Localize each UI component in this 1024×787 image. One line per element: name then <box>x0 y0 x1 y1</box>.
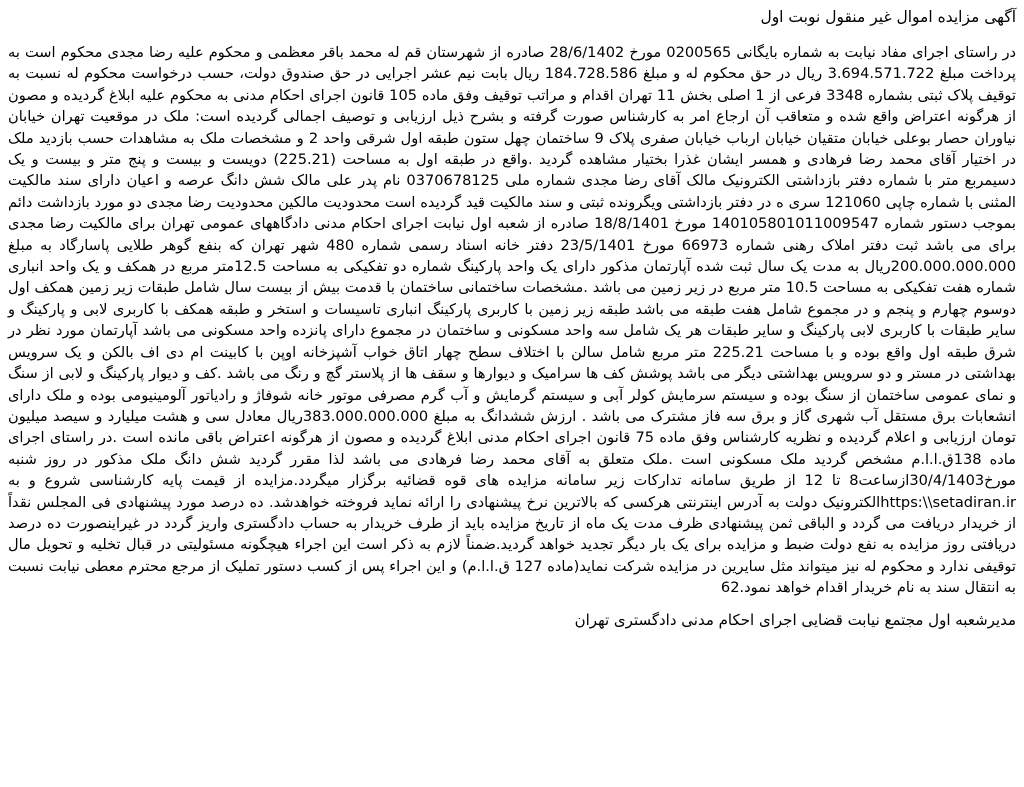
notice-body: در راستای اجرای مفاد نیابت به شماره بایگانی 0200565 مورخ 28/6/1402 صادره از شهرستان قم له محمد باقر معظمی و محکوم علیه رضا مجدی محکوم است به پرداخت مبلغ 3.694.571.722 ریال در حق محکوم له و مبلغ 184.728.586 ریال بابت نیم عشر اجرایی در حق صندوق دولت، حسب درخواست محکوم له نسبت به توقیف پلاک ثبتی بشماره 3348 فرعی از 1 اصلی بخش 11 تهران اقدام و مراتب توقیف وفق ماده 105 قانون اجرای احکام مدنی به محکوم علیه ابلاغ گردیده و مصون از هرگونه اعتراض واقع شده و متعاقب آن ارجاع امر به کارشناس صورت گرفته و بشرح ذیل ارزیابی و توصیف اجمالی گردیده است: ملک در موقعیت تهران خیابان نیاوران حصار بوعلی خیابان متقیان خیابان ارباب خیابان صفری پلاک 9 ساختمان چهل ستون طبقه اول شرقی واحد 2 و مشخصات ملک به مشاهدات حسب بازدید ملک در اختیار آقای محمد رضا فرهادی و همسر ایشان غذرا بختیار مشاهده گردید .واقع در طبقه اول به مساحت (225.21) دویست و بیست و پنج متر و بیست و یک دسیمربع متر با شماره دفتر بازداشتی الکترونیک مالک آقای رضا مجدی شماره ملی 0370678125 نام پدر علی مالک شش دانگ عرصه و اعیان دارای سند مالکیت المثنی با شماره چاپی 121060 سری ه در دفتر بازداشتی ویگرونده ثبتی و سند مالکیت قید گردیده است محدودیت مالکین محدودیت رضا مجدی دو مورد بازداشت دائم بموجب دستور شماره 140105801011009547 مورخ 18/8/1401 صادره از شعبه اول نیابت اجرای احکام مدنی دادگاههای عمومی تهران برای مالکیت رضا مجدی برای می باشد ثبت دفتر املاک رهنی شماره 66973 مورخ 23/5/1401 دفتر خانه اسناد رسمی شماره 480 شهر تهران که بنفع گوهر طلایی پاسارگاد به مبلغ 200.000.000.000ریال به مدت یک سال ثبت شده آپارتمان مذکور دارای یک واحد پارکینگ شماره دو تفکیکی به مساحت 12.5متر مربع در همکف و یک واحد انباری شماره هفت تفکیکی به مساحت 10.5 متر مربع در زیر زمین می باشد .مشخصات ساختمانی ساختمان با قدمت بیش از بیست سال شامل طبقات زیر زمین همکف اول دوسوم چهارم و پنجم و در مجموع شامل هفت طبقه می باشد طبقه زیر زمین با کاربری پارکینگ انباری تاسیسات و استخر و طبقه همکف با کاربری لابی و پارکینگ و سایر طبقات با کاربری لابی پارکینگ و سایر طبقات هر یک شامل سه واحد مسکونی و ساختمان در مجموع دارای پانزده واحد مسکونی می باشد آپارتمان مورد نظر در شرق طبقه اول واقع بوده و با مساحت 225.21 متر مربع شامل سالن با اختلاف سطح چهار اتاق خواب آشپزخانه اوپن با کابینت ام دی اف بالکن و یک سرویس بهداشتی در مستر و دو سرویس بهداشتی دیگر می باشد پوشش کف ها سرامیک و دیوارها و سقف ها از پلاستر گچ و رنگ می باشد .کف و دیوار پارکینگ و لابی از سنگ و نمای عمومی ساختمان از سنگ بوده و سیستم سرمایش کولر آبی و سیستم گرمایش و آب گرم مصرفی موتور خانه شوفاژ و رادیاتور آلومینیومی بوده و ملک دارای انشعابات برق مستقل آب شهری گاز و برق سه فاز مشترک می باشد . ارزش ششدانگ به مبلغ 383.000.000.000ریال معادل سی و هشت میلیارد و سیصد میلیون تومان ارزیابی و اعلام گردیده و نظریه کارشناس وفق ماده 75 قانون اجرای احکام مدنی ابلاغ گردیده و مصون از هرگونه اعتراض باقی مانده است .در راستای اجرای ماده 138ق.ا.ا.م مشخص گردید ملک مسکونی است .ملک متعلق به آقای محمد رضا فرهادی می باشد لذا مقرر گردید شش دانگ ملک مذکور در روز شنبه مورخ30/4/1403ازساعت8 تا 12 از طریق سامانه تدارکات زیر سامانه مزایده های قوه قضائیه برگزار میگردد.مزایده از قیمت پایه کارشناسی شروع و به https:\\setadiran.irالکترونیک دولت به آدرس اینترنتی هرکسی که بالاترین نرخ پیشنهادی را ارائه نماید فروخته خواهدشد. ده درصد مورد پیشنهادی فی المجلس نقداً از خریدار دریافت می گردد و الباقی ثمن پیشنهادی ظرف مدت یک ماه از تاریخ مزایده باید از طرف خریدار به حساب دادگستری واریز گردد در غیراینصورت ده درصد دریافتی روز مزایده به نفع دولت ضبط و مزایده برای یک بار دیگر تجدید خواهد گردید.ضمناً لازم به ذکر است این اجراء هیچگونه مسئولیتی در قبال تخلیه و تحویل مال توقیفی ندارد و محکوم له نیز میتواند مثل سایرین در مزایده شرکت نماید(ماده 127 ق.ا.ا.م) و این اجراء پس از کسب دستور تملیک از مرجع محترم معطی نیابت نسبت به انتقال سند به نام خریدار اقدام خواهد نمود.62 <box>8 44 1017 597</box>
notice-signature: مدیرشعبه اول مجتمع نیابت قضایی اجرای احکام مدنی دادگستری تهران <box>574 610 1016 629</box>
notice-title: آگهی مزایده اموال غیر منقول نوبت اول <box>760 8 1016 26</box>
